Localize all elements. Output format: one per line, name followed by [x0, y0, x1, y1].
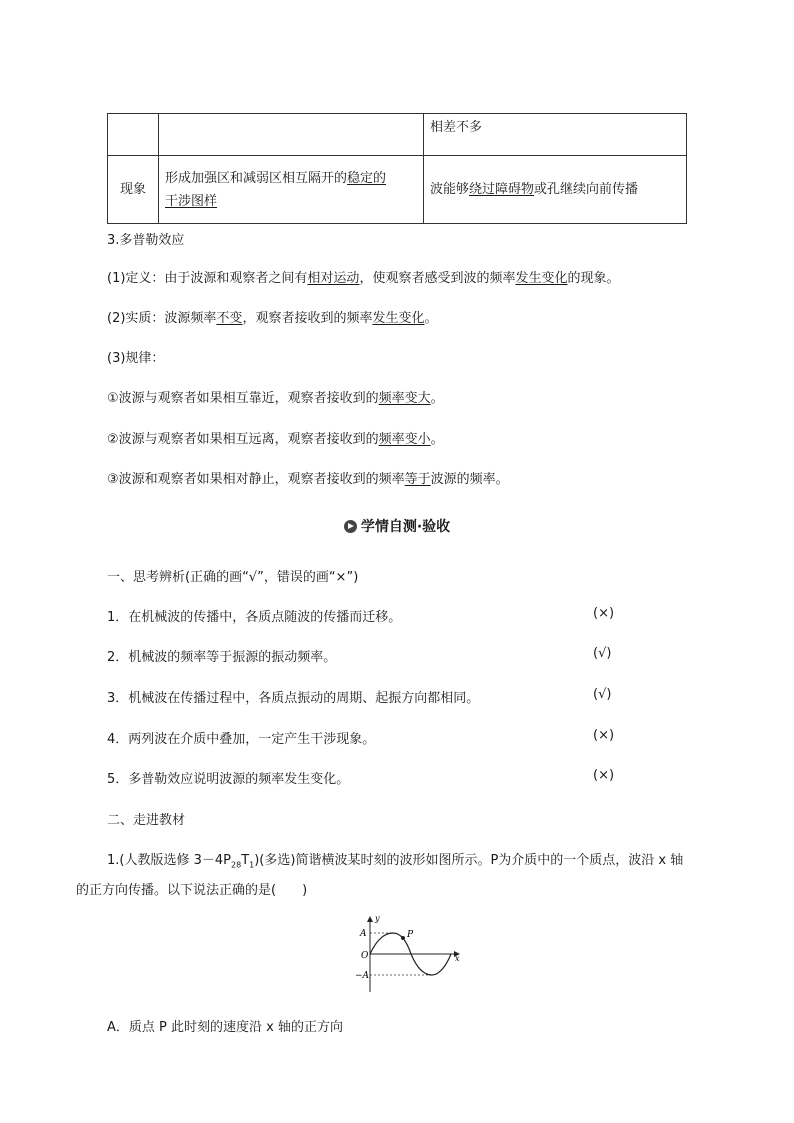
table-row — [108, 156, 687, 224]
comparison-table — [107, 113, 687, 224]
judgement-item-4: 4．两列波在介质中叠加，一定产生干涉现象。 — [107, 732, 376, 747]
judgement-mark-2: (√) — [593, 646, 612, 661]
text: ，使观察者感受到波的频率 — [359, 271, 516, 286]
cell-text: 或孔继续向前传播 — [534, 182, 639, 197]
doppler-law-2 — [107, 428, 444, 447]
judgement-item-1: 1．在机械波的传播中，各质点随波的传播而迁移。 — [107, 610, 402, 625]
cell-text: 形成加强区和减弱区相互隔开的 — [165, 170, 348, 186]
subscript: 1 — [249, 860, 255, 870]
x-axis-label: x — [455, 954, 460, 963]
doppler-definition — [107, 267, 619, 286]
doppler-law-1 — [107, 387, 444, 406]
point-p-label: P — [407, 930, 414, 940]
y-axis-label: y — [375, 914, 380, 923]
waveform-figure — [355, 912, 467, 994]
doppler-heading: 3.多普勒效应 — [107, 233, 185, 248]
judgement-mark-1: (×) — [593, 606, 615, 621]
judgement-item-5: 5．多普勒效应说明波源的频率发生变化。 — [107, 772, 350, 787]
option-a: A．质点 P 此时刻的速度沿 x 轴的正方向 — [107, 1020, 343, 1035]
doppler-law-label: (3)规律： — [107, 351, 165, 366]
underlined-answer: 等于 — [404, 472, 431, 487]
text: 的现象。 — [567, 271, 620, 286]
question-1-line-2: 的正方向传播。以下说法正确的是( ) — [76, 883, 308, 898]
underlined-answer: 干涉图样 — [165, 193, 218, 209]
cell-text: 相差不多 — [430, 120, 483, 135]
text: (1)定义：由于波源和观察者之间有 — [107, 271, 308, 286]
amplitude-label: −A — [355, 971, 370, 981]
text: 。 — [430, 432, 444, 447]
underlined-answer: 发生变化 — [515, 271, 568, 286]
section-title-text: 学情自测·验收 — [360, 519, 451, 535]
underlined-answer: 稳定的 — [347, 170, 387, 186]
underlined-answer: 绕过障碍物 — [469, 182, 535, 197]
part1-heading: 一、思考辨析(正确的画“√”，错误的画“×”) — [107, 570, 359, 585]
play-circle-icon — [344, 520, 357, 533]
table-cell — [159, 156, 424, 224]
judgement-item-2: 2．机械波的频率等于振源的振动频率。 — [107, 650, 337, 665]
cell-text: 波能够 — [430, 182, 470, 197]
underlined-answer: 频率变小 — [378, 432, 431, 447]
judgement-mark-3: (√) — [593, 687, 612, 702]
origin-label: O — [361, 951, 369, 961]
table-cell — [424, 156, 687, 224]
text: )(多选)简谐横波某时刻的波形如图所示。P为介质中的一个质点，波沿 x 轴 — [254, 853, 684, 868]
underlined-answer: 发生变化 — [372, 311, 425, 326]
judgement-item-3: 3．机械波在传播过程中，各质点振动的周期、起振方向都相同。 — [107, 691, 480, 706]
section-title — [0, 516, 794, 536]
text: 1.(人教版选修 3－4P — [107, 853, 231, 868]
part2-heading: 二、走进教材 — [107, 813, 186, 828]
text: 。 — [424, 311, 438, 326]
text: ，观察者接收到的频率 — [242, 311, 373, 326]
point-p-marker — [401, 936, 405, 940]
text: ②波源与观察者如果相互远离，观察者接收到的 — [107, 432, 379, 447]
underlined-answer: 频率变大 — [378, 391, 431, 406]
underlined-answer: 不变 — [216, 311, 243, 326]
table-cell — [424, 114, 687, 156]
text: 波源的频率。 — [430, 472, 509, 487]
judgement-mark-4: (×) — [593, 728, 615, 743]
row-label: 现象 — [119, 182, 146, 197]
question-1-line-1 — [107, 849, 683, 870]
table-row — [108, 114, 687, 156]
table-cell — [108, 156, 159, 224]
text: 。 — [430, 391, 444, 406]
amplitude-label: A — [360, 929, 367, 939]
subscript: 28 — [231, 860, 242, 870]
text: T — [241, 853, 250, 868]
table-cell — [159, 114, 424, 156]
underlined-answer: 相对运动 — [307, 271, 360, 286]
text: (2)实质：波源频率 — [107, 311, 217, 326]
doppler-essence — [107, 307, 437, 326]
judgement-mark-5: (×) — [593, 768, 615, 783]
text: ③波源和观察者如果相对静止，观察者接收到的频率 — [107, 472, 405, 487]
table-cell — [108, 114, 159, 156]
doppler-law-3 — [107, 468, 509, 487]
text: ①波源与观察者如果相互靠近，观察者接收到的 — [107, 391, 379, 406]
